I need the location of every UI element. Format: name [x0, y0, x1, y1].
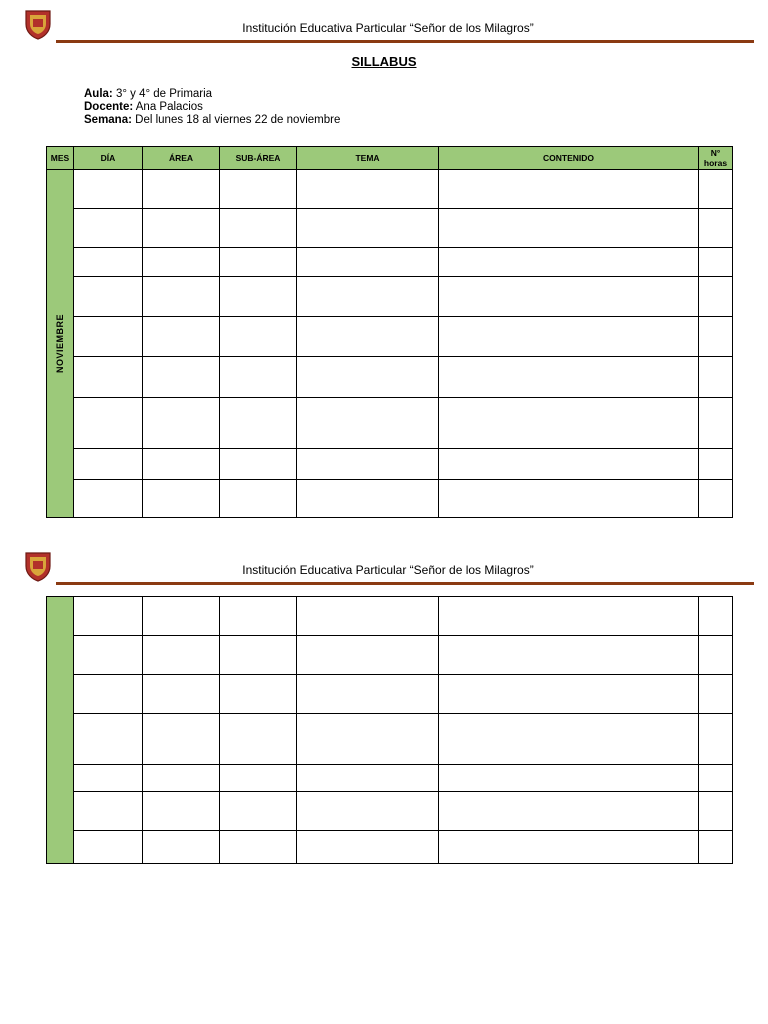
col-header-mes: MES: [47, 147, 74, 170]
dia-cell: [74, 765, 143, 792]
subarea-cell: [220, 357, 297, 398]
area-cell: [143, 209, 220, 248]
col-header-contenido: CONTENIDO: [439, 147, 699, 170]
contenido-cell: [439, 277, 699, 317]
contenido-cell: [439, 209, 699, 248]
header-rule: [56, 582, 754, 585]
dia-cell: [74, 449, 143, 480]
subarea-cell: [220, 636, 297, 675]
tema-cell: [297, 765, 439, 792]
tema-cell: [297, 398, 439, 449]
dia-cell: [74, 398, 143, 449]
semana-line: Semana: Del lunes 18 al viernes 22 de noviembre: [84, 114, 341, 126]
page-header: [22, 8, 754, 48]
mes-label: NOVIEMBRE: [55, 313, 65, 373]
table-row: [47, 277, 733, 317]
col-header-dia: DÍA: [74, 147, 143, 170]
subarea-cell: [220, 317, 297, 357]
area-cell: [143, 277, 220, 317]
table-row: [47, 636, 733, 675]
subarea-cell: [220, 248, 297, 277]
area-cell: [143, 170, 220, 209]
subarea-cell: [220, 398, 297, 449]
area-cell: [143, 597, 220, 636]
docente-line: Docente: Ana Palacios: [84, 101, 203, 113]
tema-cell: [297, 636, 439, 675]
subarea-cell: [220, 675, 297, 714]
horas-cell: [699, 831, 733, 864]
area-cell: [143, 398, 220, 449]
tema-cell: [297, 831, 439, 864]
table-row: [47, 480, 733, 518]
document-title: SILLABUS: [351, 54, 417, 69]
institution-name: Institución Educativa Particular “Señor de los Milagros”: [242, 21, 534, 35]
contenido-cell: [439, 317, 699, 357]
horas-cell: [699, 170, 733, 209]
tema-cell: [297, 248, 439, 277]
dia-cell: [74, 209, 143, 248]
dia-cell: [74, 170, 143, 209]
schedule-table: [46, 146, 733, 518]
subarea-cell: [220, 480, 297, 518]
col-header-area: ÁREA: [143, 147, 220, 170]
contenido-cell: [439, 714, 699, 765]
dia-cell: [74, 248, 143, 277]
contenido-cell: [439, 449, 699, 480]
dia-cell: [74, 792, 143, 831]
mes-cell: [47, 170, 74, 518]
area-cell: [143, 248, 220, 277]
col-header-horas: N° horas: [699, 147, 733, 170]
tema-cell: [297, 675, 439, 714]
horas-cell: [699, 277, 733, 317]
subarea-cell: [220, 277, 297, 317]
horas-cell: [699, 317, 733, 357]
contenido-cell: [439, 597, 699, 636]
dia-cell: [74, 597, 143, 636]
tema-cell: [297, 357, 439, 398]
tema-cell: [297, 597, 439, 636]
contenido-cell: [439, 831, 699, 864]
table-row: [47, 398, 733, 449]
table-row: [47, 792, 733, 831]
subarea-cell: [220, 170, 297, 209]
area-cell: [143, 675, 220, 714]
contenido-cell: [439, 170, 699, 209]
table-row: [47, 675, 733, 714]
contenido-cell: [439, 480, 699, 518]
horas-cell: [699, 597, 733, 636]
dia-cell: [74, 357, 143, 398]
area-cell: [143, 357, 220, 398]
mes-cell: [47, 597, 74, 864]
horas-cell: [699, 398, 733, 449]
horas-cell: [699, 449, 733, 480]
contenido-cell: [439, 675, 699, 714]
area-cell: [143, 449, 220, 480]
horas-cell: [699, 357, 733, 398]
contenido-cell: [439, 398, 699, 449]
tema-cell: [297, 277, 439, 317]
area-cell: [143, 792, 220, 831]
subarea-cell: [220, 209, 297, 248]
schedule-table-continued: [46, 596, 733, 864]
table-header-row: [47, 147, 733, 170]
dia-cell: [74, 317, 143, 357]
tema-cell: [297, 480, 439, 518]
tema-cell: [297, 714, 439, 765]
contenido-cell: [439, 792, 699, 831]
header-rule: [56, 40, 754, 43]
dia-cell: [74, 277, 143, 317]
area-cell: [143, 831, 220, 864]
syllabus-meta: [84, 88, 340, 127]
dia-cell: [74, 636, 143, 675]
subarea-cell: [220, 792, 297, 831]
table-row: [47, 248, 733, 277]
tema-cell: [297, 317, 439, 357]
contenido-cell: [439, 248, 699, 277]
subarea-cell: [220, 714, 297, 765]
area-cell: [143, 636, 220, 675]
table-row: [47, 765, 733, 792]
dia-cell: [74, 675, 143, 714]
area-cell: [143, 480, 220, 518]
table-row: [47, 170, 733, 209]
subarea-cell: [220, 765, 297, 792]
horas-cell: [699, 636, 733, 675]
subarea-cell: [220, 449, 297, 480]
tema-cell: [297, 170, 439, 209]
horas-cell: [699, 765, 733, 792]
col-header-tema: TEMA: [297, 147, 439, 170]
institution-name: Institución Educativa Particular “Señor de los Milagros”: [242, 563, 534, 577]
area-cell: [143, 765, 220, 792]
col-header-subarea: SUB-ÁREA: [220, 147, 297, 170]
table-row: [47, 357, 733, 398]
tema-cell: [297, 209, 439, 248]
aula-line: Aula: 3° y 4° de Primaria: [84, 88, 213, 100]
horas-cell: [699, 209, 733, 248]
table-row: [47, 597, 733, 636]
contenido-cell: [439, 636, 699, 675]
contenido-cell: [439, 357, 699, 398]
table-row: [47, 209, 733, 248]
horas-cell: [699, 675, 733, 714]
subarea-cell: [220, 831, 297, 864]
horas-cell: [699, 248, 733, 277]
area-cell: [143, 317, 220, 357]
page-header: [22, 550, 754, 590]
table-row: [47, 449, 733, 480]
table-row: [47, 317, 733, 357]
tema-cell: [297, 449, 439, 480]
dia-cell: [74, 831, 143, 864]
horas-cell: [699, 480, 733, 518]
horas-cell: [699, 714, 733, 765]
subarea-cell: [220, 597, 297, 636]
tema-cell: [297, 792, 439, 831]
dia-cell: [74, 714, 143, 765]
contenido-cell: [439, 765, 699, 792]
table-row: [47, 831, 733, 864]
horas-cell: [699, 792, 733, 831]
dia-cell: [74, 480, 143, 518]
area-cell: [143, 714, 220, 765]
table-row: [47, 714, 733, 765]
